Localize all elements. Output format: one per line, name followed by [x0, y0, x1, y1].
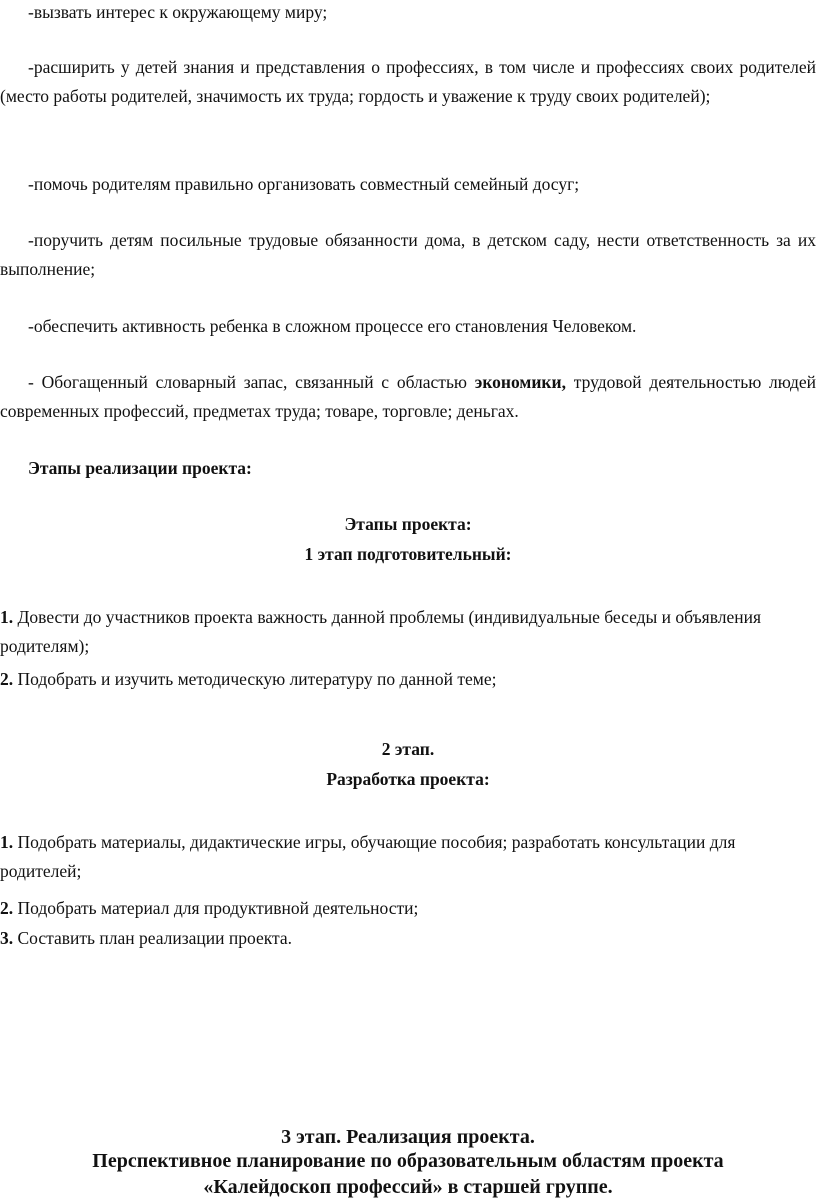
- goal-vocabulary-economics: экономики,: [474, 372, 566, 392]
- item-number: 2.: [0, 669, 14, 689]
- stage1-title: Этапы проекта:: [344, 514, 472, 534]
- stages-heading: Этапы реализации проекта:: [28, 458, 252, 478]
- stage2-title: 2 этап.: [381, 739, 435, 759]
- stage3-heading: 3 этап. Реализация проекта.: [281, 1126, 535, 1148]
- item-number: 3.: [0, 928, 14, 948]
- goal-vocabulary: [0, 368, 816, 426]
- stage2-item: [0, 828, 816, 886]
- goal-activity: -обеспечить активность ребенка в сложном процессе его становления Человеком.: [28, 316, 637, 336]
- item-number: 1.: [0, 607, 14, 627]
- stage1-subtitle: 1 этап подготовительный:: [304, 544, 512, 564]
- stage1-item: [0, 603, 816, 661]
- stage2-item: [0, 894, 816, 923]
- stage2-subtitle: Разработка проекта:: [326, 769, 490, 789]
- item-text: Составить план реализации проекта.: [13, 928, 293, 948]
- item-text: Подобрать материалы, дидактические игры, обучающие пособия; разработать консультации для родителей;: [0, 832, 736, 881]
- goal-family-leisure: -помочь родителям правильно организовать совместный семейный досуг;: [28, 174, 580, 194]
- goal-vocabulary-end: трудовой деятельностью людей современных профессий, предметах труда; товаре, торговле; деньгах.: [0, 372, 816, 421]
- item-number: 2.: [0, 898, 14, 918]
- stage1-item: [0, 665, 816, 694]
- stage3-planning-title: Перспективное планирование по образовательным областям проекта: [92, 1150, 724, 1172]
- goal-professions: -расширить у детей знания и представления о профессиях, в том числе и профессиях своих родителей (место работы родителей, значимость их труда; гордость и уважение к труду своих родителей);: [0, 57, 816, 106]
- stage2-item: [0, 924, 816, 953]
- item-text: Подобрать материал для продуктивной деятельности;: [13, 898, 419, 918]
- stage3-project-name: «Калейдоскоп профессий» в старшей группе.: [203, 1176, 613, 1198]
- goal-vocabulary-start: - Обогащенный словарный запас, связанный с областью: [28, 372, 475, 392]
- goal-duties: -поручить детям посильные трудовые обязанности дома, в детском саду, нести ответственность за их выполнение;: [0, 230, 816, 279]
- item-number: 1.: [0, 832, 14, 852]
- item-text: Довести до участников проекта важность данной проблемы (индивидуальные беседы и объявления родителям);: [0, 607, 762, 656]
- goal-interest: -вызвать интерес к окружающему миру;: [28, 2, 328, 22]
- item-text: Подобрать и изучить методическую литературу по данной теме;: [13, 669, 497, 689]
